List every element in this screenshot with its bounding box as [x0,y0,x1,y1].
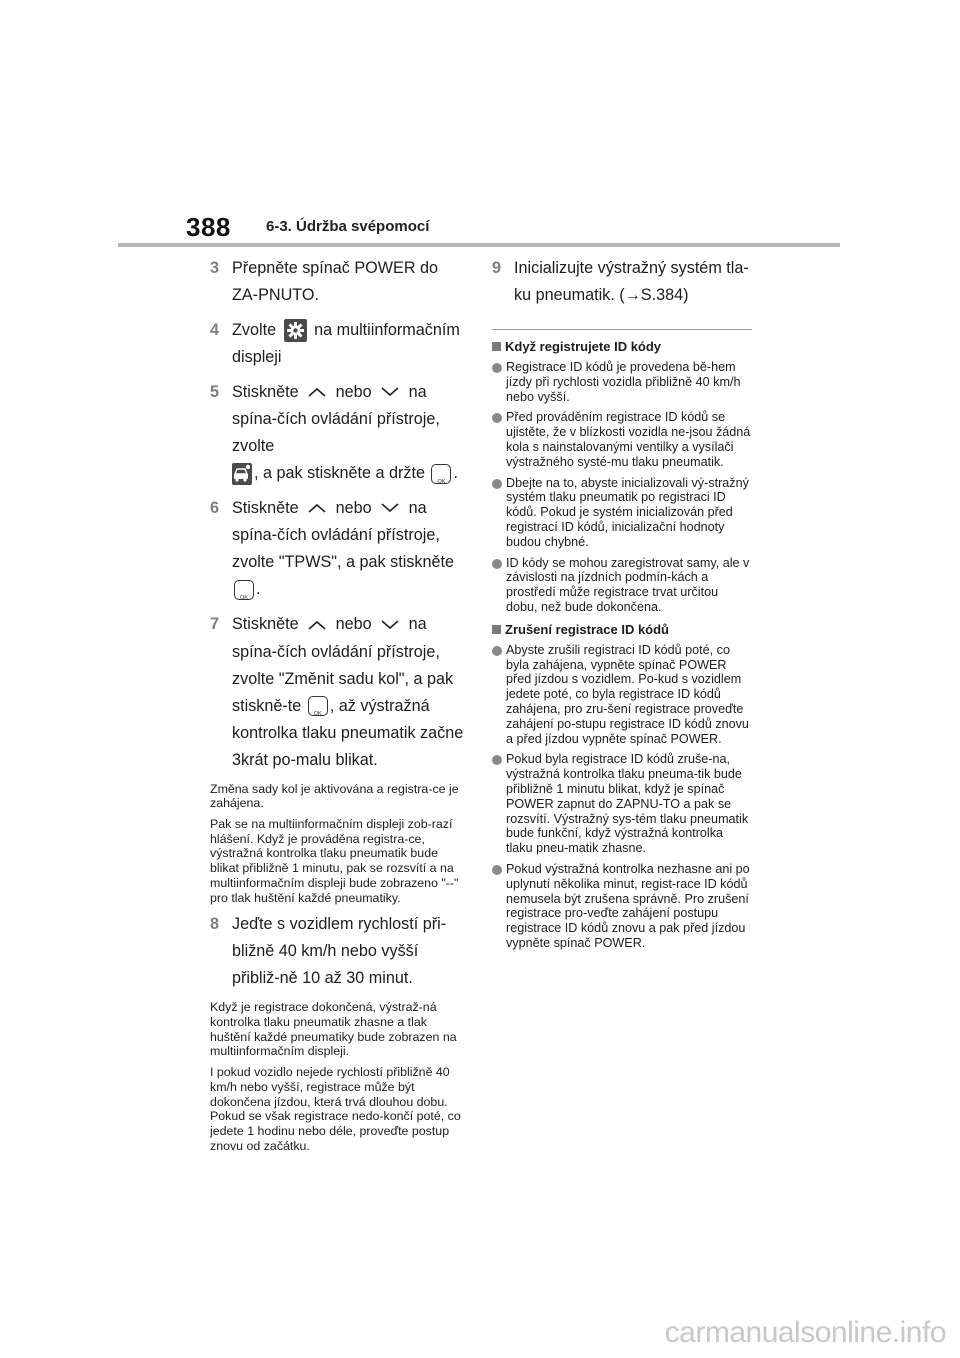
note-text: I pokud vozidlo nejede rychlostí přibližně 40 km/h nebo vyšší, registrace může být dokončena jízdou, která trvá dlouhou dobu. Pokud se však registrace nedo-končí poté, co jedete 1 hodinu nebo déle, proveďte postup znovu od začátku. [210,1065,461,1153]
list-item [492,862,752,951]
step-text: nebo [335,615,372,634]
step-text: , až výstražná kontrolka tlaku pneumatik začne 3krát po-malu blikat. [232,696,464,769]
step-text: Zvolte [232,321,277,339]
step-text: Stiskněte [232,383,299,401]
watermark: carmanualsonline.info [664,1316,946,1349]
step-number: 6 [210,499,220,518]
step-text: Přepněte spínač POWER do ZA-PNUTO. [232,259,439,304]
section-title: 6-3. Údržba svépomocí [266,218,430,235]
bullet-text: Dbejte na to, abyste inicializovali vý-stražný systém tlaku pneumatik po registraci ID kódů. Pokud je systém inicializován před registrací ID kódů, inicializační hodnoty budou chybné. [506,475,749,549]
step-number: 9 [492,259,502,277]
header-rule [118,243,840,247]
bullet-dot-icon [492,479,502,489]
section-heading [492,338,752,355]
chevron-up-icon [303,379,331,406]
step-text: na spína-čích ovládání přístroje, zvolte "TPWS", a pak stiskněte [232,499,455,572]
step-9 [492,255,752,309]
step-text: Stiskněte [232,615,299,634]
car-settings-icon [232,463,252,485]
list-item [492,752,752,856]
chevron-up-icon [303,612,331,639]
step-4 [210,317,468,371]
step-number: 4 [210,321,220,339]
step-3 [210,255,468,309]
step-text: . [453,464,458,483]
step-text: Stiskněte [232,499,299,518]
step-6 [210,495,468,603]
section-divider [492,329,752,330]
list-item [492,476,752,550]
ok-text: OK [437,478,446,485]
step-number: 8 [210,915,220,934]
step-text: nebo [335,499,372,518]
note-text: Změna sady kol je aktivována a registra-ce je zahájena. [210,781,459,811]
step-number: 5 [210,383,220,401]
step-7 [210,611,468,773]
note-text: Když je registrace dokončená, výstraž-ná kontrolka tlaku pneumatik zhasne a tlak huštění každé pneumatiky bude zobrazen na multiinformačním displeji. [210,1000,457,1059]
bullet-text: Abyste zrušili registraci ID kódů poté, co byla zahájena, vypněte spínač POWER před jízdou s vozidlem. Po-kud s vozidlem jedete poté, co byla registrace ID kódů zahájena, pro zru-šení registrace proveďte zahájení po-stupu registrace ID kódů znovu a před jízdou vypněte spínač POWER. [506,642,749,746]
list-item [492,556,752,615]
ok-button-icon [431,464,451,484]
bullet-text: ID kódy se mohou zaregistrovat samy, ale v závislosti na jízdních podmín-kách a prostředí může registrace trvat určitou dobu, než bude dokončena. [506,555,750,614]
square-bullet-icon [492,342,501,351]
chevron-down-icon [376,379,404,406]
step-text: nebo [335,383,372,401]
step-text: Inicializujte výstražný systém tla-ku pneumatik. (→S.384) [514,259,749,304]
step-text: na multiinformačním displeji [232,321,460,366]
gear-icon [284,319,307,342]
right-column [492,255,752,957]
ok-text: OK [313,711,322,718]
chevron-down-icon [376,612,404,639]
chevron-down-icon [376,495,404,522]
step-number: 7 [210,615,220,634]
ok-button-icon [234,580,254,600]
bullet-dot-icon [492,363,502,373]
bullet-text: Před prováděním registrace ID kódů se ujistěte, že v blízkosti vozidla ne-jsou žádná kola s nainstalovanými ventilky a vysílači výstražného systé-mu tlaku pneumatik. [506,410,751,469]
list-item [492,410,752,469]
step-8 [210,911,468,992]
bullet-dot-icon [492,755,502,765]
ok-text: OK [240,595,248,602]
list-item [492,360,752,404]
step-text: Jeďte s vozidlem rychlostí při-bližně 40 km/h nebo vyšší přibliž-ně 10 až 30 minut. [232,915,447,988]
bullet-dot-icon [492,865,502,875]
left-column [210,255,468,1159]
ok-button-icon [308,696,328,716]
bullet-text: Pokud výstražná kontrolka nezhasne ani po uplynutí několika minut, regist-race ID kódů nemusela být zrušena správně. Pro zrušení registrace pro-veďte zahájení postupu registrace ID kódů znovu a pak před jízdou vypněte spínač POWER. [506,861,750,950]
step-text: na spína-čích ovládání přístroje, zvolte [232,383,440,456]
step-text: na spína-čích ovládání přístroje, zvolte "Změnit sadu kol", a pak stiskně-te [232,615,454,715]
list-item [492,643,752,747]
section-heading [492,621,752,638]
step-text: , a pak stiskněte a držte [254,464,425,483]
step-number: 3 [210,259,220,277]
bullet-text: Pokud byla registrace ID kódů zruše-na, výstražná kontrolka tlaku pneuma-tik bude přibližně 1 minutu blikat, když je spínač POWER zapnut do ZAPNU-TO a pak se rozsvítí. Výstražný sys-tém tlaku pneumatik bude funkční, když výstražná kontrolka tlaku pneu-matik zhasne. [506,752,749,856]
step-text: . [256,580,261,599]
bullet-dot-icon [492,559,502,569]
bullet-dot-icon [492,646,502,656]
chevron-up-icon [303,495,331,522]
bullet-text: Registrace ID kódů je provedena bě-hem jízdy při rychlosti vozidla přibližně 40 km/h nebo vyšší. [506,360,741,404]
bullet-dot-icon [492,413,502,423]
heading-text: Když registrujete ID kódy [505,339,662,354]
note-text: Pak se na multiinformačním displeji zob-razí hlášení. Když je prováděna registra-ce, výstražná kontrolka tlaku pneumatik bude blikat přibližně 1 minutu, pak se rozsvítí a na multiinformačním displeji bude zobrazeno "--" pro tlak huštění každé pneumatiky. [210,817,459,905]
heading-text: Zrušení registrace ID kódů [505,621,669,637]
square-bullet-icon [492,625,501,634]
page-number: 388 [186,212,231,242]
step-5 [210,379,468,487]
